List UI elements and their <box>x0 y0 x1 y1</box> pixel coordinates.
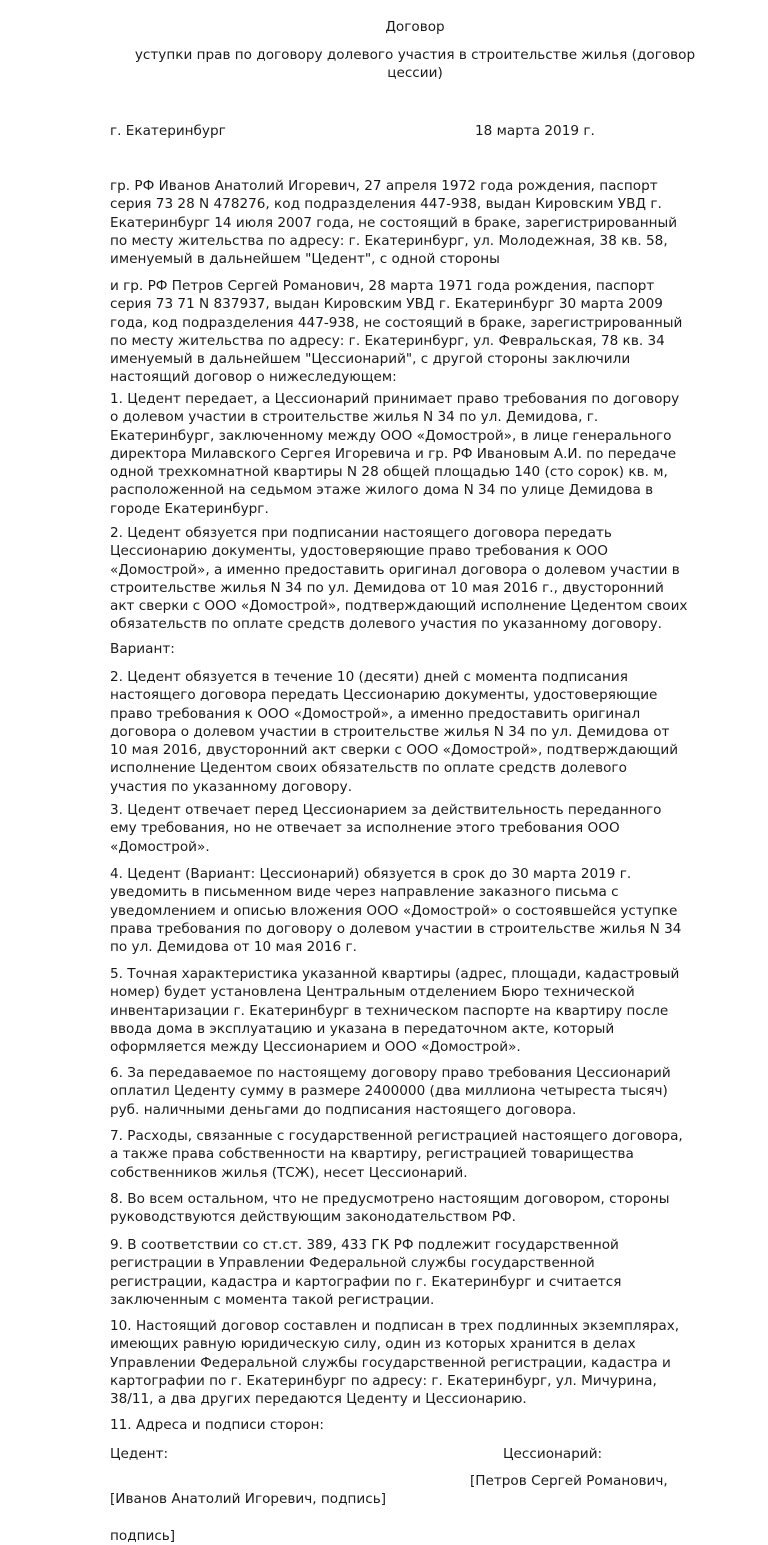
clause-4: 4. Цедент (Вариант: Цессионарий) обязуется в срок до 30 марта 2019 г. уведомить в письменном виде через направление заказного письма с уведомлением и описью вложения ООО «Домострой» о состоявшейся уступке права требования по договору о долевом участии в строительстве жилья N 34 по ул. Демидова от 10 мая 2016 г. <box>110 866 682 956</box>
clause-11: 11. Адреса и подписи сторон: <box>110 1417 324 1433</box>
clause-2: 2. Цедент обязуется при подписании настоящего договора передать Цессионарию документы, удостоверяющие право требования к ООО «Домострой», а именно предоставить оригинал договора о долевом участии в строительстве жилья N 34 по ул. Демидова от 10 мая 2016 г., двусторонний акт сверки с ООО «Домострой», подтверждающий исполнение Цедентом своих обязательств по оплате средств долевого участия по указанному договору. <box>110 525 688 633</box>
clause-5: 5. Точная характеристика указанной квартиры (адрес, площади, кадастровый номер) будет установлена Центральным отделением Бюро технической инвентаризации г. Екатеринбург в техническом паспорте на квартиру после ввода дома в эксплуатацию и указана в передаточном акте, который оформляется между Цессионарием и ООО «Домострой». <box>110 966 680 1056</box>
document-date: 18 марта 2019 г. <box>475 123 595 139</box>
cedent-signature <box>110 1472 386 1545</box>
document-title: Договор <box>385 19 445 35</box>
party-cessionary-paragraph: и гр. РФ Петров Сергей Романович, 28 марта 1971 года рождения, паспорт серия 73 71 N 837937, выдан Кировским УВД г. Екатеринбург 30 марта 2009 года, код подразделения 447-938, не состоящий в браке, зарегистрированный по месту жительства по адресу: г. Екатеринбург, ул. Февральская, 78 кв. 34 именуемый в дальнейшем "Цессионарий", с другой стороны заключили настоящий договор о нижеследующем: <box>110 278 683 386</box>
clause-3: 3. Цедент отвечает перед Цессионарием за действительность переданного ему требования, но не отвечает за исполнение этого требования ООО «Домострой». <box>110 802 662 855</box>
document-city: г. Екатеринбург <box>110 123 226 139</box>
cessionary-label: Цессионарий: <box>503 1446 603 1462</box>
clause-7: 7. Расходы, связанные с государственной регистрацией настоящего договора, а также права собственности на квартиру, регистрацией товарищества собственников жилья (ТСЖ), несет Цессионарий. <box>110 1128 683 1181</box>
clause-9: 9. В соответствии со ст.ст. 389, 433 ГК РФ подлежит государственной регистрации в Управлении Федеральной службы государственной регистрации, кадастра и картографии по г. Екатеринбург и считается заключенным с момента такой регистрации. <box>110 1237 622 1308</box>
document-subtitle: уступки прав по договору долевого участия в строительстве жилья (договор цессии) <box>134 47 696 82</box>
clause-6: 6. За передаваемое по настоящему договору право требования Цессионарий оплатил Цеденту сумму в размере 2400000 (два миллиона четыреста тысяч) руб. наличными деньгами до подписания настоящего договора. <box>110 1065 671 1118</box>
cedent-signature-text: [Иванов Анатолий Игоревич, подпись] <box>110 1491 387 1508</box>
clause-1: 1. Цедент передает, а Цессионарий принимает право требования по договору о долевом участии в строительстве жилья N 34 по ул. Демидова, г. Екатеринбург, заключенному между ООО «Домострой», в лице генерального директора Милавского Сергея Игоревича и гр. РФ Ивановым А.И. по передаче одной трехкомнатной квартиры N 28 общей площадью 140 (сто сорок) кв. м, расположенной на седьмом этаже жилого дома N 34 по улице Демидова в городе Екатеринбург. <box>110 391 680 517</box>
cedent-label: Цедент: <box>110 1446 169 1462</box>
variant-label: Вариант: <box>110 641 175 657</box>
clause-2-variant: 2. Цедент обязуется в течение 10 (десяти) дней с момента подписания настоящего договора передать Цессионарию документы, удостоверяющие право требования к ООО «Домострой», а именно предоставить оригинал договора о долевом участии в строительстве жилья N 34 по ул. Демидова от 10 мая 2016, двусторонний акт сверки с ООО «Домострой», подтверждающий исполнение Цедентом своих обязательств по оплате средств долевого участия по указанному договору. <box>110 669 679 795</box>
party-cedent-paragraph: гр. РФ Иванов Анатолий Игоревич, 27 апреля 1972 года рождения, паспорт серия 73 28 N 478276, код подразделения 447-938, выдан Кировским УВД г. Екатеринбург 14 июля 2007 года, не состоящий в браке, зарегистрированный по месту жительства по адресу: г. Екатеринбург, ул. Молодежная, 38 кв. 58, именуемый в дальнейшем "Цедент", с одной стороны <box>110 178 678 268</box>
cedent-signature-cont: подпись] <box>110 1527 176 1544</box>
cessionary-signature: [Петров Сергей Романович, <box>470 1473 668 1489</box>
clause-10: 10. Настоящий договор составлен и подписан в трех подлинных экземплярах, имеющих равную юридическую силу, один из которых хранится в делах Управлении Федеральной службы государственной регистрации, кадастра и картографии по г. Екатеринбург по адресу: г. Екатеринбург, ул. Мичурина, 38/11, а два других передаются Цеденту и Цессионарию. <box>110 1318 680 1408</box>
clause-8: 8. Во всем остальном, что не предусмотрено настоящим договором, стороны руководствуются действующим законодательством РФ. <box>110 1191 670 1226</box>
